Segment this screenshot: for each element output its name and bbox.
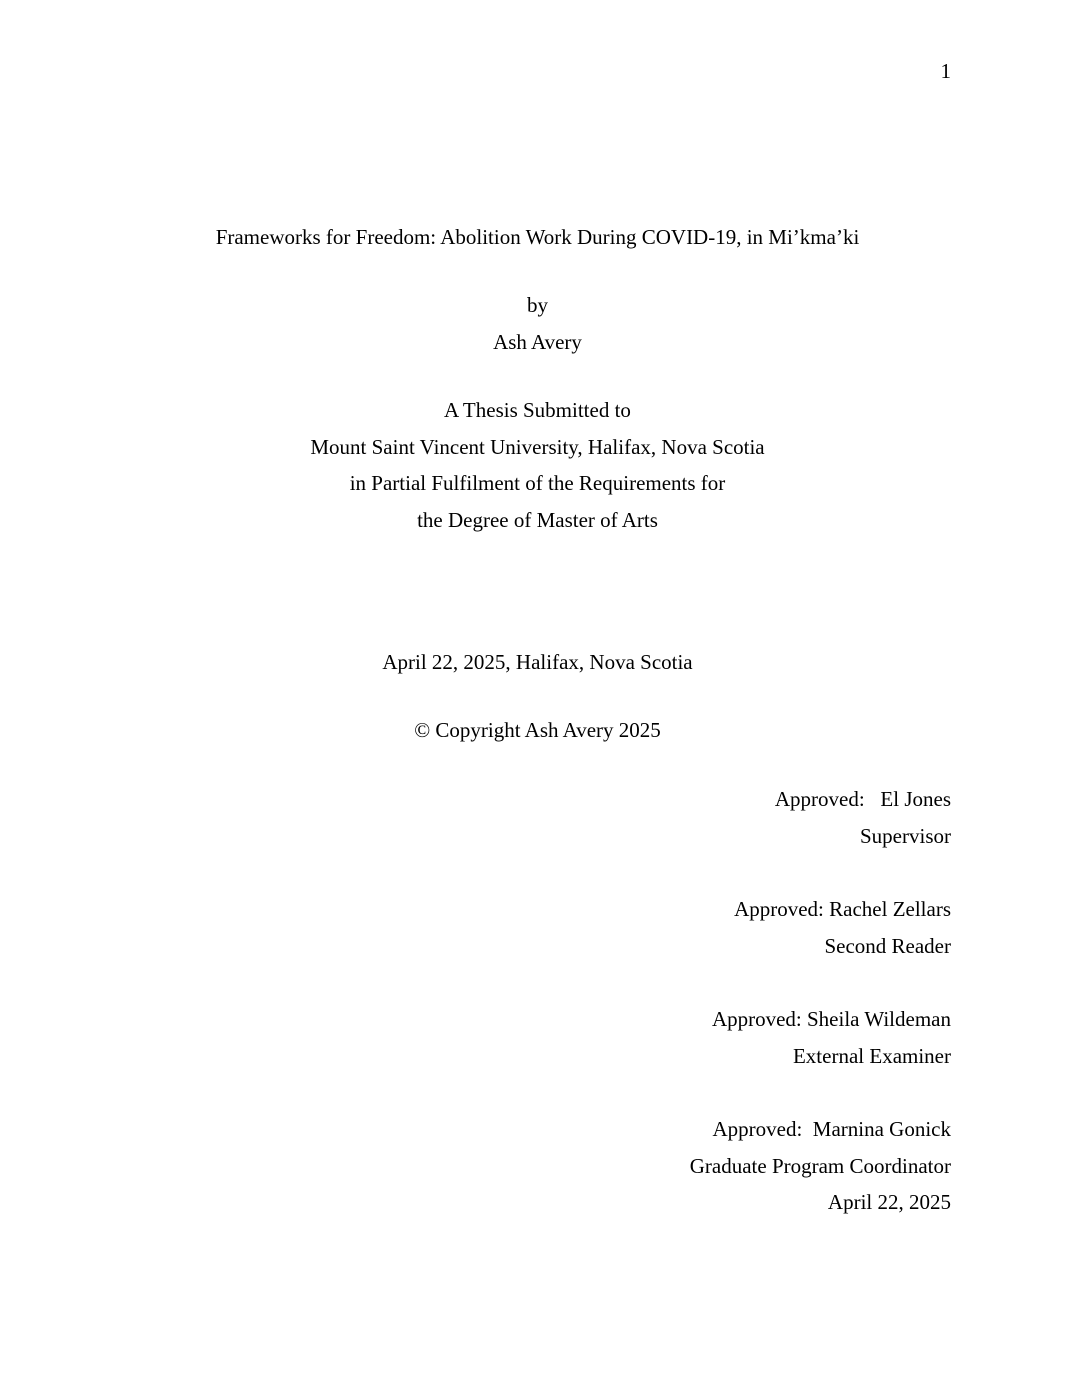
- approver-role: Graduate Program Coordinator: [689, 1154, 951, 1178]
- submission-line: the Degree of Master of Arts: [417, 508, 658, 532]
- approval-date: April 22, 2025: [827, 1190, 951, 1214]
- copyright-notice: © Copyright Ash Avery 2025: [414, 718, 661, 742]
- thesis-title: Frameworks for Freedom: Abolition Work During COVID-19, in Mi’kma’ki: [215, 225, 860, 249]
- approval-line: Approved: Sheila Wildeman: [711, 1007, 951, 1031]
- approver-role: External Examiner: [792, 1044, 951, 1068]
- date-and-place: April 22, 2025, Halifax, Nova Scotia: [382, 650, 693, 674]
- approval-line: Approved: El Jones: [774, 787, 951, 811]
- approver-role: Supervisor: [860, 824, 951, 848]
- page-number: 1: [940, 59, 951, 83]
- approval-line: Approved: Rachel Zellars: [734, 897, 951, 921]
- submission-line: in Partial Fulfilment of the Requirements for: [349, 471, 726, 495]
- by-label: by: [527, 293, 548, 317]
- submission-line: A Thesis Submitted to: [444, 398, 631, 422]
- submission-line: Mount Saint Vincent University, Halifax, Nova Scotia: [310, 435, 765, 459]
- approver-role: Second Reader: [824, 934, 951, 958]
- approval-line: Approved: Marnina Gonick: [712, 1117, 951, 1141]
- author-name: Ash Avery: [493, 330, 582, 354]
